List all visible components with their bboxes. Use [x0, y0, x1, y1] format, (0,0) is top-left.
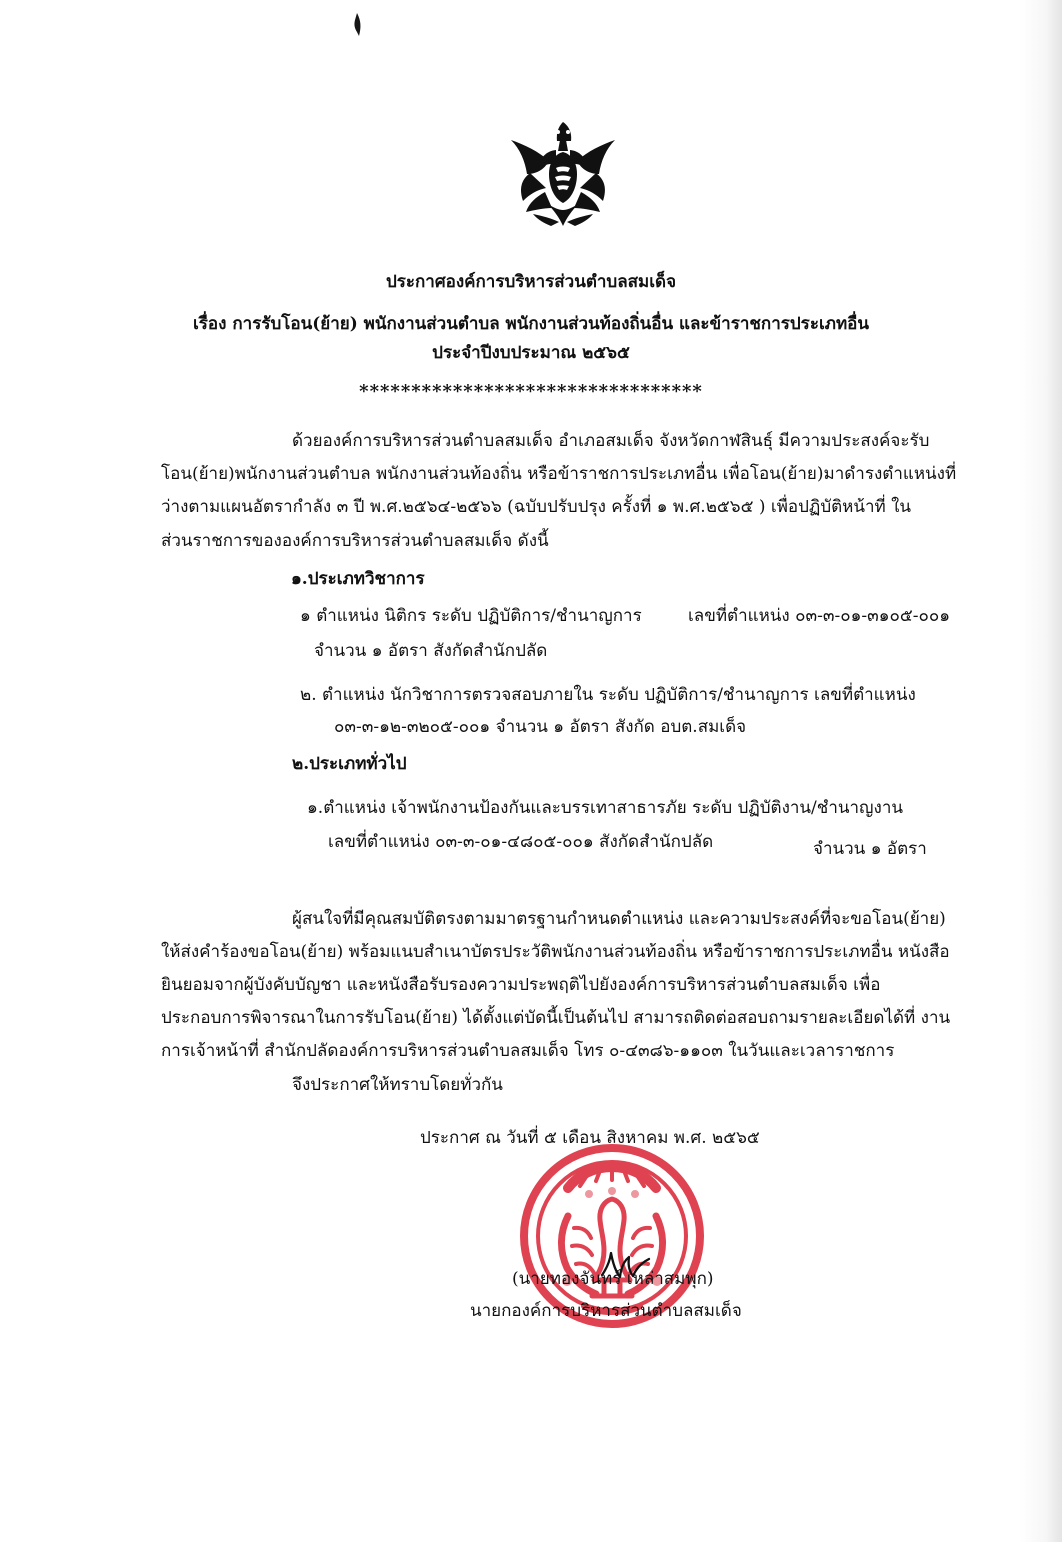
position-quota: จำนวน ๑ อัตรา สังกัดสำนักปลัด: [314, 641, 548, 661]
intro-line: ด้วยองค์การบริหารส่วนตำบลสมเด็จ อำเภอสมเด็จ จังหวัดกาฬสินธุ์ มีความประสงค์จะรับ: [292, 431, 930, 451]
position-details: ๐๓-๓-๑๒-๓๒๐๕-๐๐๑ จำนวน ๑ อัตรา สังกัด อบต.สมเด็จ: [334, 717, 747, 737]
position-number: เลขที่ตำแหน่ง ๐๓-๓-๐๑-๓๑๐๕-๐๐๑: [688, 606, 951, 626]
section-heading-general: ๒.ประเภททั่วไป: [292, 754, 407, 774]
details-line: การเจ้าหน้าที่ สำนักปลัดองค์การบริหารส่วนตำบลสมเด็จ โทร ๐-๔๓๘๖-๑๑๐๓ ในวันและเวลาราชการ: [161, 1041, 895, 1061]
closing-text: จึงประกาศให้ทราบโดยทั่วกัน: [292, 1075, 503, 1095]
date-line: ประกาศ ณ วันที่ ๕ เดือน สิงหาคม พ.ศ. ๒๕๖๕: [420, 1128, 760, 1148]
announcement-title: ประกาศองค์การบริหารส่วนตำบลสมเด็จ: [385, 272, 677, 292]
intro-line: ว่างตามแผนอัตรากำลัง ๓ ปี พ.ศ.๒๕๖๔-๒๕๖๖ (ฉบับปรับปรุง ครั้งที่ ๑ พ.ศ.๒๕๖๕ ) เพื่อปฏิบัติหน้าที่ ใน: [161, 497, 912, 517]
intro-line: โอน(ย้าย)พนักงานส่วนตำบล พนักงานส่วนท้องถิ่น หรือข้าราชการประเภทอื่น เพื่อโอน(ย้าย)มาดำรงตำแหน่งที่: [161, 464, 957, 484]
announcement-subject: เรื่อง การรับโอน(ย้าย) พนักงานส่วนตำบล พนักงานส่วนท้องถิ่นอื่น และข้าราชการประเภทอื่น: [192, 314, 869, 334]
garuda-emblem-icon: [505, 116, 623, 234]
intro-line: ส่วนราชการขององค์การบริหารส่วนตำบลสมเด็จ ดังนี้: [161, 531, 549, 551]
details-line: ประกอบการพิจารณาในการรับโอน(ย้าย) ได้ตั้งแต่บัดนี้เป็นต้นไป สามารถติดต่อสอบถามรายละเอียดได้ที่ งาน: [161, 1008, 951, 1028]
signer-name: (นายทองจันทร์ เหล่าสมพุก): [512, 1269, 714, 1289]
position-item: ๑ ตำแหน่ง นิติกร ระดับ ปฏิบัติการ/ชำนาญการ: [300, 606, 642, 626]
position-quota: จำนวน ๑ อัตรา: [813, 839, 927, 859]
details-line: ยินยอมจากผู้บังคับบัญชา และหนังสือรับรองความประพฤติไปยังองค์การบริหารส่วนตำบลสมเด็จ เพื่อ: [161, 975, 881, 995]
position-item: ๑.ตำแหน่ง เจ้าพนักงานป้องกันและบรรเทาสาธารภัย ระดับ ปฏิบัติงาน/ชำนาญงาน: [307, 798, 903, 818]
details-line: ให้ส่งคำร้องขอโอน(ย้าย) พร้อมแนบสำเนาบัตรประวัติพนักงานส่วนท้องถิ่น หรือข้าราชการประเภทอื่น หนังสือ: [161, 942, 950, 962]
section-heading-academic: ๑.ประเภทวิชาการ: [291, 569, 425, 589]
details-line: ผู้สนใจที่มีคุณสมบัติตรงตามมาตรฐานกำหนดตำแหน่ง และความประสงค์ที่จะขอโอน(ย้าย): [292, 909, 946, 929]
position-item: ๒. ตำแหน่ง นักวิชาการตรวจสอบภายใน ระดับ ปฏิบัติการ/ชำนาญการ เลขที่ตำแหน่ง: [300, 685, 916, 705]
ink-mark-icon: [350, 12, 364, 38]
fiscal-year: ประจำปีงบประมาณ ๒๕๖๕: [432, 343, 630, 363]
position-details: เลขที่ตำแหน่ง ๐๓-๓-๐๑-๔๘๐๕-๐๐๑ สังกัดสำนักปลัด: [328, 832, 714, 852]
separator: *********************************: [359, 381, 703, 402]
page-edge-shadow: [1046, 0, 1062, 1542]
signer-position: นายกองค์การบริหารส่วนตำบลสมเด็จ: [470, 1301, 742, 1321]
